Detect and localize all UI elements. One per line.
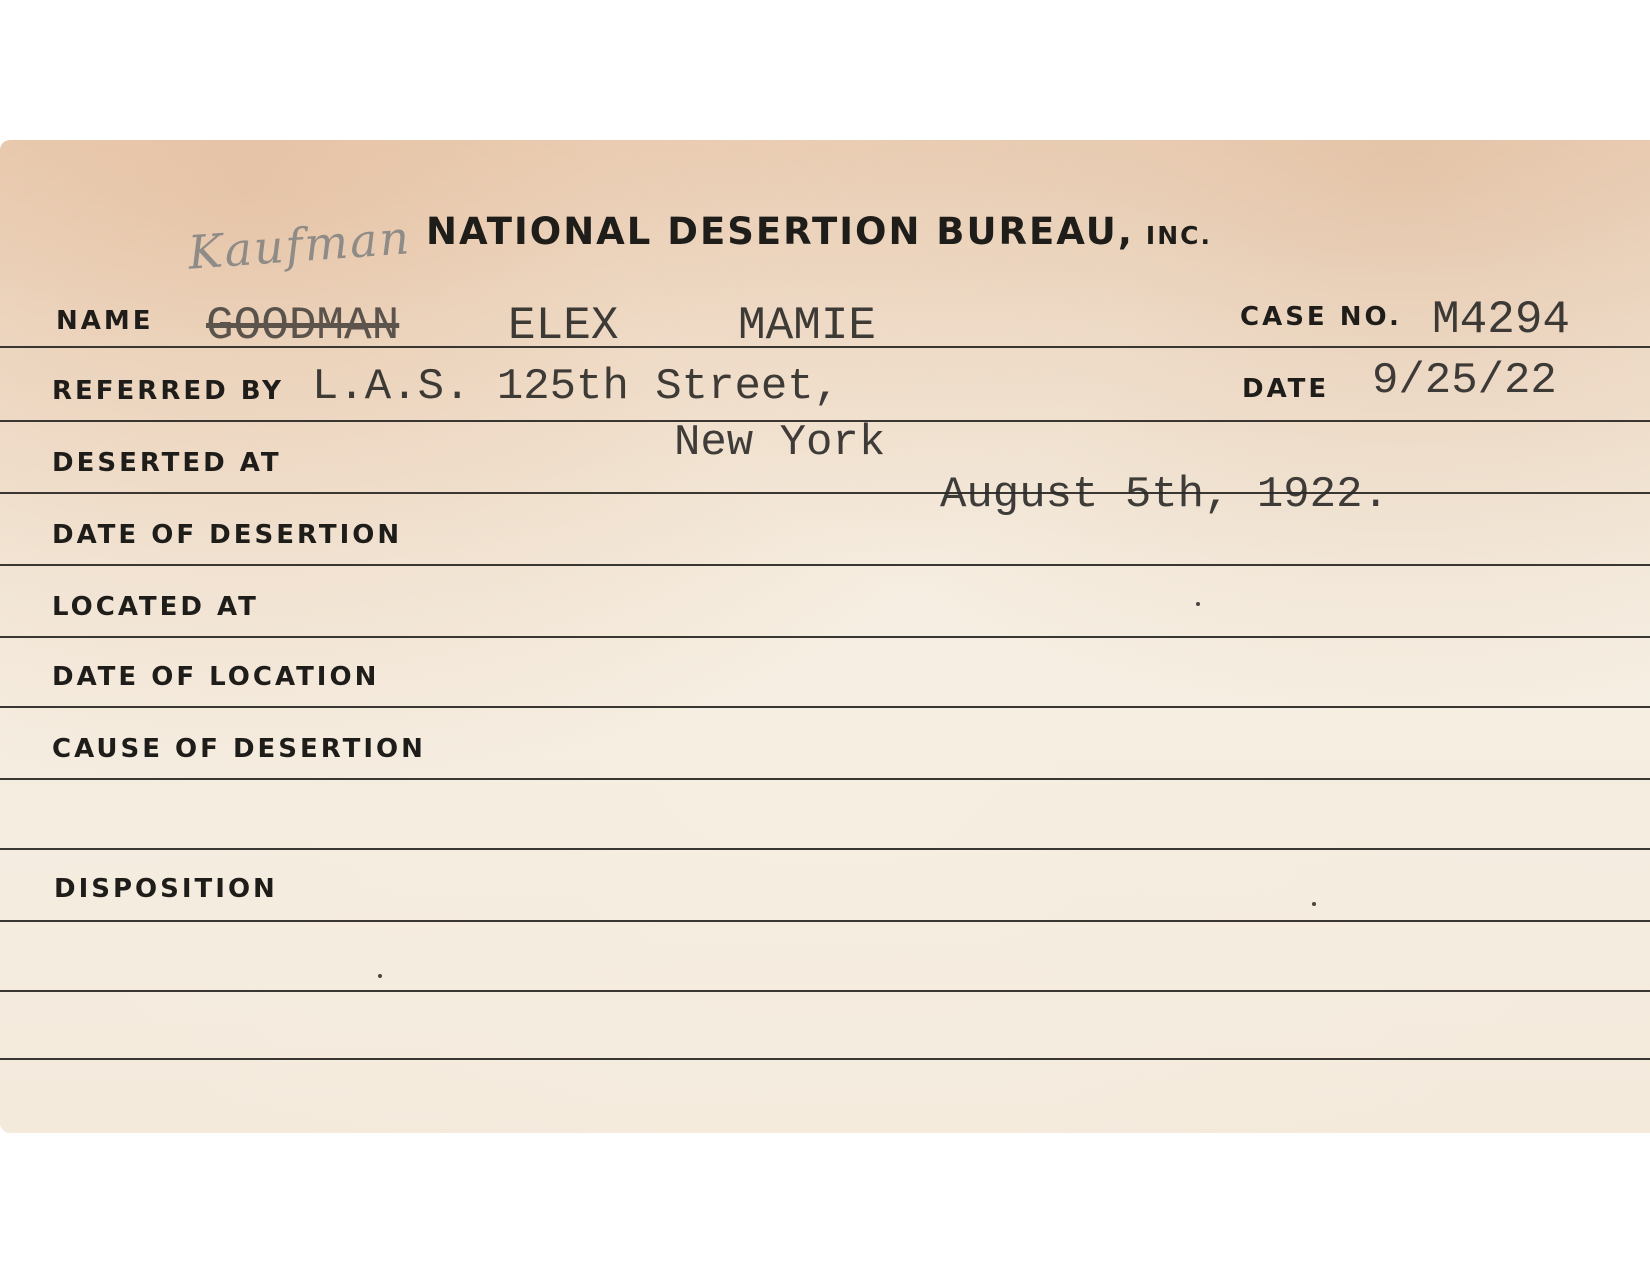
paper-speck — [378, 974, 382, 978]
name-label: NAME — [56, 306, 154, 336]
date-value: 9/25/22 — [1372, 356, 1557, 406]
rule-name — [0, 346, 1650, 348]
title-main: NATIONAL DESERTION BUREAU, — [426, 210, 1134, 253]
date-of-desertion-label: DATE OF DESERTION — [52, 520, 403, 550]
referred-by-line2: New York — [674, 418, 886, 468]
date-of-location-label: DATE OF LOCATION — [52, 662, 380, 692]
disposition-label: DISPOSITION — [54, 874, 278, 904]
deserted-at-label: DESERTED AT — [52, 448, 282, 478]
card-title — [426, 210, 1212, 253]
date-of-desertion-value: August 5th, 1922. — [940, 470, 1389, 520]
surname-struck: GOODMAN — [206, 300, 400, 352]
date-label: DATE — [1242, 374, 1330, 404]
cause-of-desertion-label: CAUSE OF DESERTION — [52, 734, 426, 764]
case-no-value: M4294 — [1432, 294, 1571, 346]
rule-cause — [0, 778, 1650, 780]
rule-disposition — [0, 920, 1650, 922]
rule-cause-2 — [0, 848, 1650, 850]
located-at-label: LOCATED AT — [52, 592, 259, 622]
referred-by-value: L.A.S. 125th Street, — [312, 362, 841, 412]
referred-by-label: REFERRED BY — [52, 376, 284, 406]
rule-disposition-3 — [0, 1058, 1650, 1060]
first-name-2: MAMIE — [738, 300, 877, 352]
paper-speck — [1196, 602, 1200, 606]
rule-date-location — [0, 706, 1650, 708]
index-card — [0, 140, 1650, 1133]
paper-speck — [1312, 902, 1316, 906]
rule-deserted-at — [0, 492, 1650, 494]
first-name-1: ELEX — [508, 300, 619, 352]
rule-located-at — [0, 636, 1650, 638]
rule-disposition-2 — [0, 990, 1650, 992]
handwritten-name: Kaufman — [186, 210, 413, 280]
rule-date-desertion — [0, 564, 1650, 566]
case-no-label: CASE NO. — [1240, 302, 1402, 332]
title-suffix: INC. — [1145, 221, 1212, 250]
